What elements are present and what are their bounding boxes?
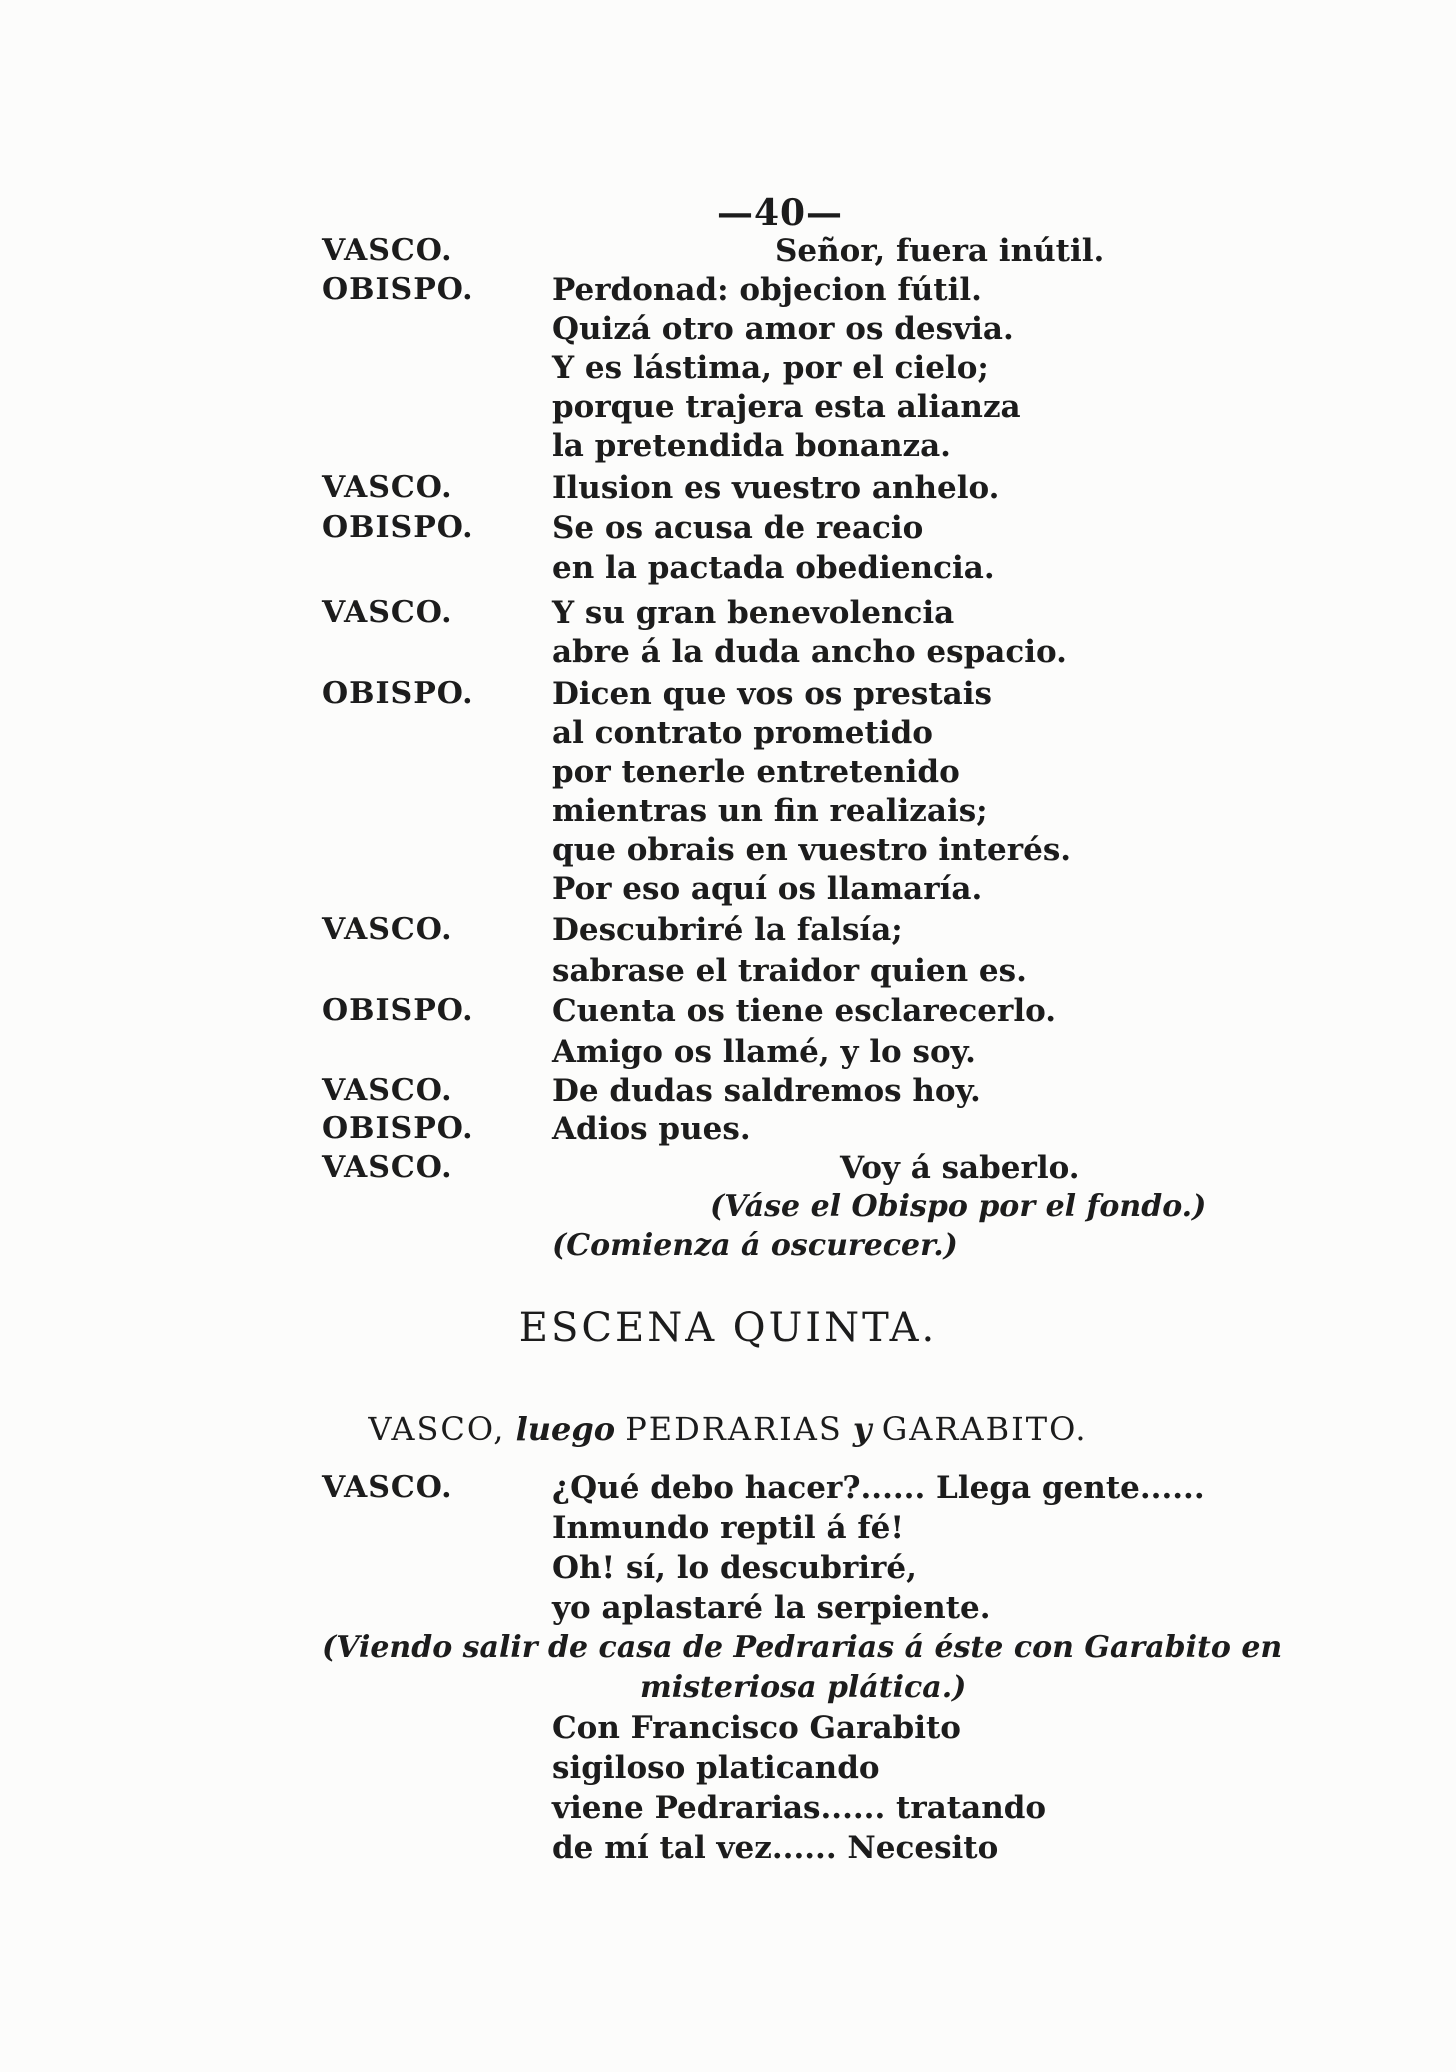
verse-text: yo aplastaré la serpiente.	[552, 1590, 991, 1626]
stage-direction: (Viendo salir de casa de Pedrarias á éste con Garabito en	[322, 1630, 1283, 1665]
speaker-label: OBISPO.	[322, 510, 474, 545]
verse-text: ¿Qué debo hacer?...... Llega gente......	[552, 1470, 1205, 1506]
verse-text: sabrase el traidor quien es.	[552, 953, 1027, 989]
verse-text: en la pactada obediencia.	[552, 550, 995, 586]
verse-text: de mí tal vez...... Necesito	[552, 1830, 999, 1866]
dialogue-line	[0, 715, 1456, 755]
stage-direction: (Comienza á oscurecer.)	[552, 1228, 958, 1263]
dialogue-line	[0, 793, 1456, 833]
dialogue-line	[0, 634, 1456, 674]
dialogue-line	[0, 993, 1456, 1033]
verse-text: la pretendida bonanza.	[552, 428, 951, 464]
verse-text: Señor, fuera inútil.	[775, 233, 1105, 269]
dialogue-line	[0, 1590, 1456, 1630]
verse-text: Descubriré la falsía;	[552, 912, 903, 948]
dialogue-line	[0, 350, 1456, 390]
dialogue-line	[0, 550, 1456, 590]
speaker-label: OBISPO.	[322, 1111, 474, 1146]
dialogue-line	[0, 912, 1456, 952]
speaker-label: VASCO.	[322, 1150, 453, 1185]
dialogue-line	[0, 754, 1456, 794]
cast-pedrarias: PEDRARIAS	[625, 1410, 843, 1448]
dialogue-line	[0, 1034, 1456, 1074]
dialogue-line	[0, 272, 1456, 312]
speaker-label: OBISPO.	[322, 993, 474, 1028]
verse-text: sigiloso platicando	[552, 1750, 880, 1786]
dialogue-line	[0, 1750, 1456, 1790]
speaker-label: VASCO.	[322, 470, 453, 505]
dialogue-line	[0, 595, 1456, 635]
cast-conjunction: luego	[515, 1410, 616, 1448]
dialogue-line	[0, 311, 1456, 351]
verse-text: Adios pues.	[552, 1111, 751, 1147]
stage-direction: misteriosa plática.)	[640, 1670, 967, 1705]
verse-text: al contrato prometido	[552, 715, 933, 751]
verse-text: que obrais en vuestro interés.	[552, 832, 1072, 868]
cast-vasco: VASCO,	[368, 1410, 506, 1448]
verse-text: abre á la duda ancho espacio.	[552, 634, 1067, 670]
dialogue-line	[0, 1150, 1456, 1190]
verse-text: Oh! sí, lo descubriré,	[552, 1550, 917, 1586]
speaker-label: OBISPO.	[322, 676, 474, 711]
speaker-label: VASCO.	[322, 912, 453, 947]
verse-text: Voy á saberlo.	[840, 1150, 1080, 1186]
dialogue-line	[0, 953, 1456, 993]
verse-text: Cuenta os tiene esclarecerlo.	[552, 993, 1057, 1029]
dialogue-line	[0, 1111, 1456, 1151]
cast-conjunction: y	[852, 1410, 872, 1448]
speaker-label: VASCO.	[322, 233, 453, 268]
dialogue-line	[0, 470, 1456, 510]
speaker-label: VASCO.	[322, 1073, 453, 1108]
verse-text: Ilusion es vuestro anhelo.	[552, 470, 1000, 506]
dialogue-line	[0, 676, 1456, 716]
verse-text: porque trajera esta alianza	[552, 389, 1021, 425]
verse-text: Quizá otro amor os desvia.	[552, 311, 1014, 347]
dialogue-line	[0, 1510, 1456, 1550]
dialogue-line	[0, 1470, 1456, 1510]
verse-text: mientras un fin realizais;	[552, 793, 988, 829]
verse-text: De dudas saldremos hoy.	[552, 1073, 981, 1109]
verse-text: Y su gran benevolencia	[552, 595, 955, 631]
stage-direction: (Váse el Obispo por el fondo.)	[710, 1189, 1207, 1224]
speaker-label: VASCO.	[322, 595, 453, 630]
page-number: —40—	[716, 192, 844, 234]
dialogue-line	[0, 1790, 1456, 1830]
scene-heading: ESCENA QUINTA.	[518, 1305, 938, 1351]
speaker-label: OBISPO.	[322, 272, 474, 307]
verse-text: por tenerle entretenido	[552, 754, 960, 790]
speaker-label: VASCO.	[322, 1470, 453, 1505]
verse-text: Dicen que vos os prestais	[552, 676, 992, 712]
verse-text: Inmundo reptil á fé!	[552, 1510, 905, 1546]
verse-text: Con Francisco Garabito	[552, 1710, 961, 1746]
dialogue-line	[0, 510, 1456, 550]
verse-text: Y es lástima, por el cielo;	[552, 350, 989, 386]
cast-garabito: GARABITO.	[881, 1410, 1088, 1448]
dialogue-line	[0, 1830, 1456, 1870]
dialogue-line	[0, 428, 1456, 468]
verse-text: Por eso aquí os llamaría.	[552, 871, 983, 907]
dialogue-line	[0, 1550, 1456, 1590]
dialogue-line	[0, 1073, 1456, 1113]
verse-text: Perdonad: objecion fútil.	[552, 272, 982, 308]
dialogue-line	[0, 871, 1456, 911]
scene-cast	[0, 1410, 1456, 1448]
verse-text: Se os acusa de reacio	[552, 510, 924, 546]
verse-text: viene Pedrarias...... tratando	[552, 1790, 1047, 1826]
dialogue-line	[0, 389, 1456, 429]
dialogue-line	[0, 233, 1456, 273]
dialogue-line	[0, 1710, 1456, 1750]
verse-text: Amigo os llamé, y lo soy.	[552, 1034, 976, 1070]
dialogue-line	[0, 832, 1456, 872]
